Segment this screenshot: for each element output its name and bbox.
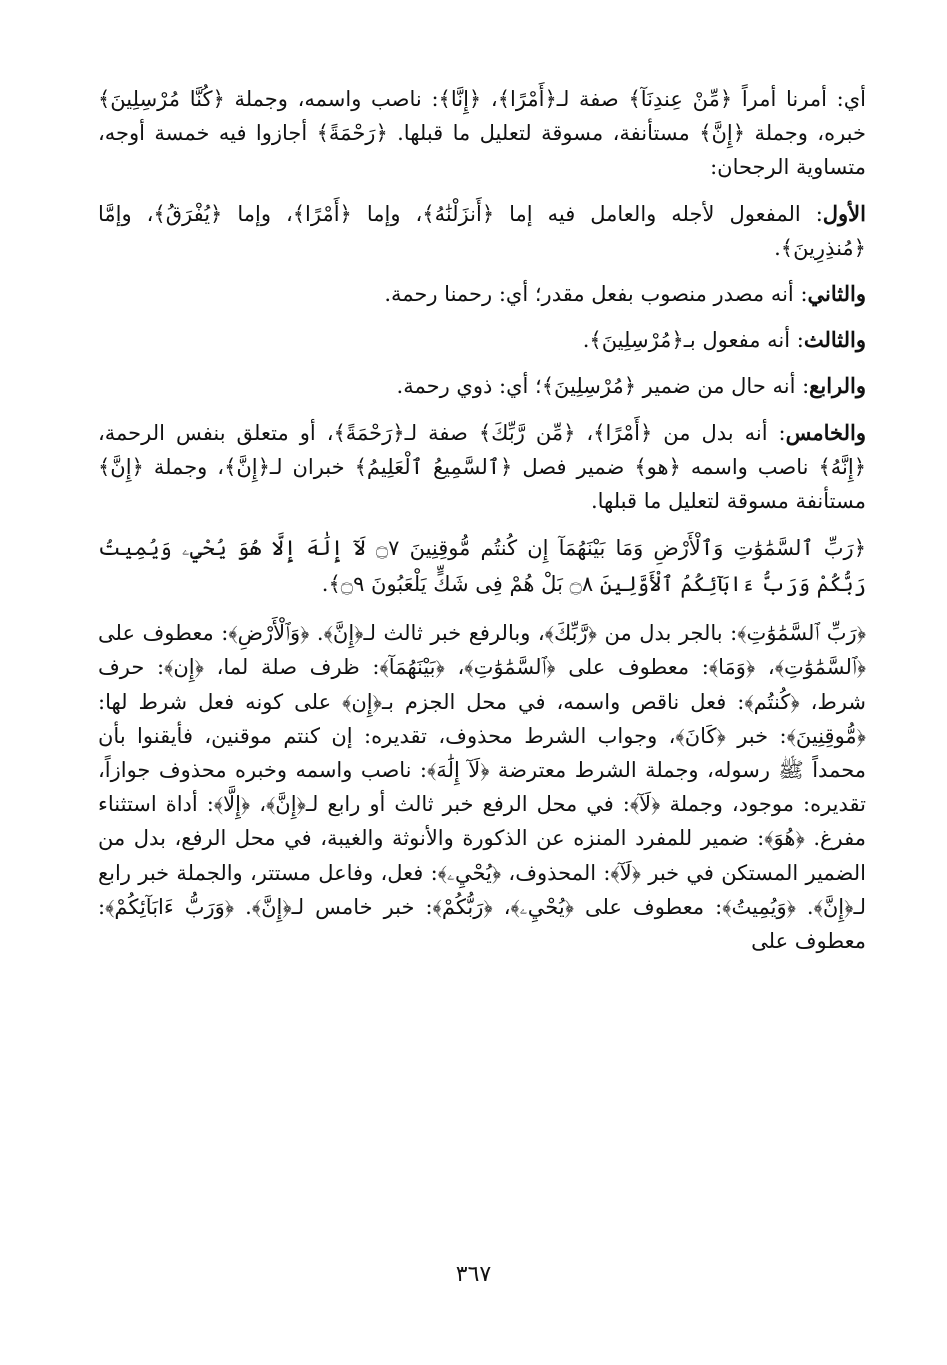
- aspect-term: والثاني: [807, 281, 866, 307]
- commentary-paragraph: ﴿رَبِّ ٱلسَّمَٰوَٰتِ﴾: بالجر بدل من ﴿رَّبِّكَ﴾، وبالرفع خبر ثالث لـ﴿إِنَّ﴾. ﴿وَٱلْأَرْضِ﴾: معطوف على ﴿ٱلسَّمَٰوَٰتِ﴾، ﴿وَمَا﴾: معطوف على ﴿ٱلسَّمَٰوَٰتِ﴾، ﴿بَيْنَهُمَآ﴾: ظرف صلة لما، ﴿إِن﴾: حرف شرط، ﴿كُنتُم﴾: فعل ناقص واسمه، في محل الجزم بـ﴿إِن﴾ على كونه فعل شرط لها: ﴿مُّوقِنِينَ﴾: خبر ﴿كَانَ﴾، وجواب الشرط محذوف، تقديره: إن كنتم موقنين، فأيقنوا بأن محمداً ﷺ رسوله، وجملة الشرط معترضة ﴿لَآ إِلَٰهَ﴾: ناصب واسمه وخبره محذوف جوازاً، تقديره: موجود، وجملة ﴿لَآ﴾: في محل الرفع خبر ثالث أو رابع لـ﴿إِنَّ﴾، ﴿إِلَّا﴾: أداة استثناء مفرغ. ﴿هُوَ﴾: ضمير للمفرد المنزه عن الذكورة والأنوثة والغيبة، في محل الرفع، بدل من الضمير المستكن في خبر ﴿لَآ﴾: المحذوف، ﴿يُحْيِۦ﴾: فعل، وفاعل مستتر، والجملة خبر رابع لـ﴿إِنَّ﴾. ﴿وَيُمِيتُ﴾: معطوف على ﴿يُحْيِۦ﴾، ﴿رَبُّكُمْ﴾: خبر خامس لـ﴿إِنَّ﴾. ﴿وَرَبُّ ءَابَآئِكُمْ﴾: معطوف على: [98, 621, 866, 954]
- aspect-term: والخامس: [785, 419, 866, 445]
- quran-verse: ﴿رَبِّ ٱلسَّمَٰوَٰتِ وَٱلْأَرْضِ وَمَا بَيْنَهُمَآ إِن كُنتُم مُّوقِنِينَ ۝٧ لَآ إِلَٰهَ إِلَّا هُوَ يُحْيِۦ وَيُمِيتُ رَبُّكُمْ وَرَبُّ ءَابَآئِكُمُ ٱلْأَوَّلِينَ ۝٨ بَلْ هُمْ فِى شَكٍّ يَلْعَبُونَ ۝٩﴾.: [98, 536, 866, 597]
- aspect-first: [98, 197, 866, 265]
- intro-paragraph: أي: أمرنا أمراً ﴿مِّنْ عِندِنَآ﴾ صفة لـ﴿أَمْرًا﴾، ﴿إِنَّا﴾: ناصب واسمه، وجملة ﴿كُنَّا مُرْسِلِينَ﴾ خبره، وجملة ﴿إِنَّ﴾ مستأنفة، مسوقة لتعليل ما قبلها. ﴿رَحْمَةً﴾ أجازوا فيه خمسة أوجه، متساوية الرجحان:: [98, 87, 866, 180]
- aspect-fourth: [98, 369, 866, 403]
- aspect-term: والثالث: [803, 327, 866, 353]
- aspect-second: [98, 277, 866, 311]
- aspect-text: : أنه حال من ضمير ﴿مُرْسِلِينَ﴾؛ أي: ذوي رحمة.: [396, 374, 810, 399]
- aspect-text: : أنه مفعول بـ﴿مُرْسِلِينَ﴾.: [582, 328, 804, 353]
- aspect-text: : أنه مصدر منصوب بفعل مقدر؛ أي: رحمنا رحمة.: [384, 282, 808, 307]
- aspect-term: الأول: [822, 200, 866, 226]
- page-content: [98, 82, 866, 970]
- aspect-fifth: [98, 416, 866, 519]
- aspect-third: [98, 323, 866, 357]
- aspect-text: : أنه بدل من ﴿أَمْرًا﴾، ﴿مِّن رَّبِّكَ﴾ صفة لـ﴿رَحْمَةً﴾، أو متعلق بنفس الرحمة، ﴿إِنَّهُ﴾ ناصب واسمه ﴿هو﴾ ضمير فصل ﴿ٱلسَّمِيعُ ٱلْعَلِيمُ﴾ خبران لـ﴿إِنَّ﴾، وجملة ﴿إِنَّ﴾ مستأنفة مسوقة لتعليل ما قبلها.: [98, 420, 866, 514]
- aspect-term: والرابع: [809, 373, 866, 399]
- aspect-text: : المفعول لأجله والعامل فيه إما ﴿أَنزَلْنَٰهُ﴾، وإما ﴿أَمْرًا﴾، وإما ﴿يُفْرَقُ﴾، وإمَّا ﴿مُنذِرِينَ﴾.: [98, 201, 866, 260]
- page-number: ٣٦٧: [455, 1262, 492, 1287]
